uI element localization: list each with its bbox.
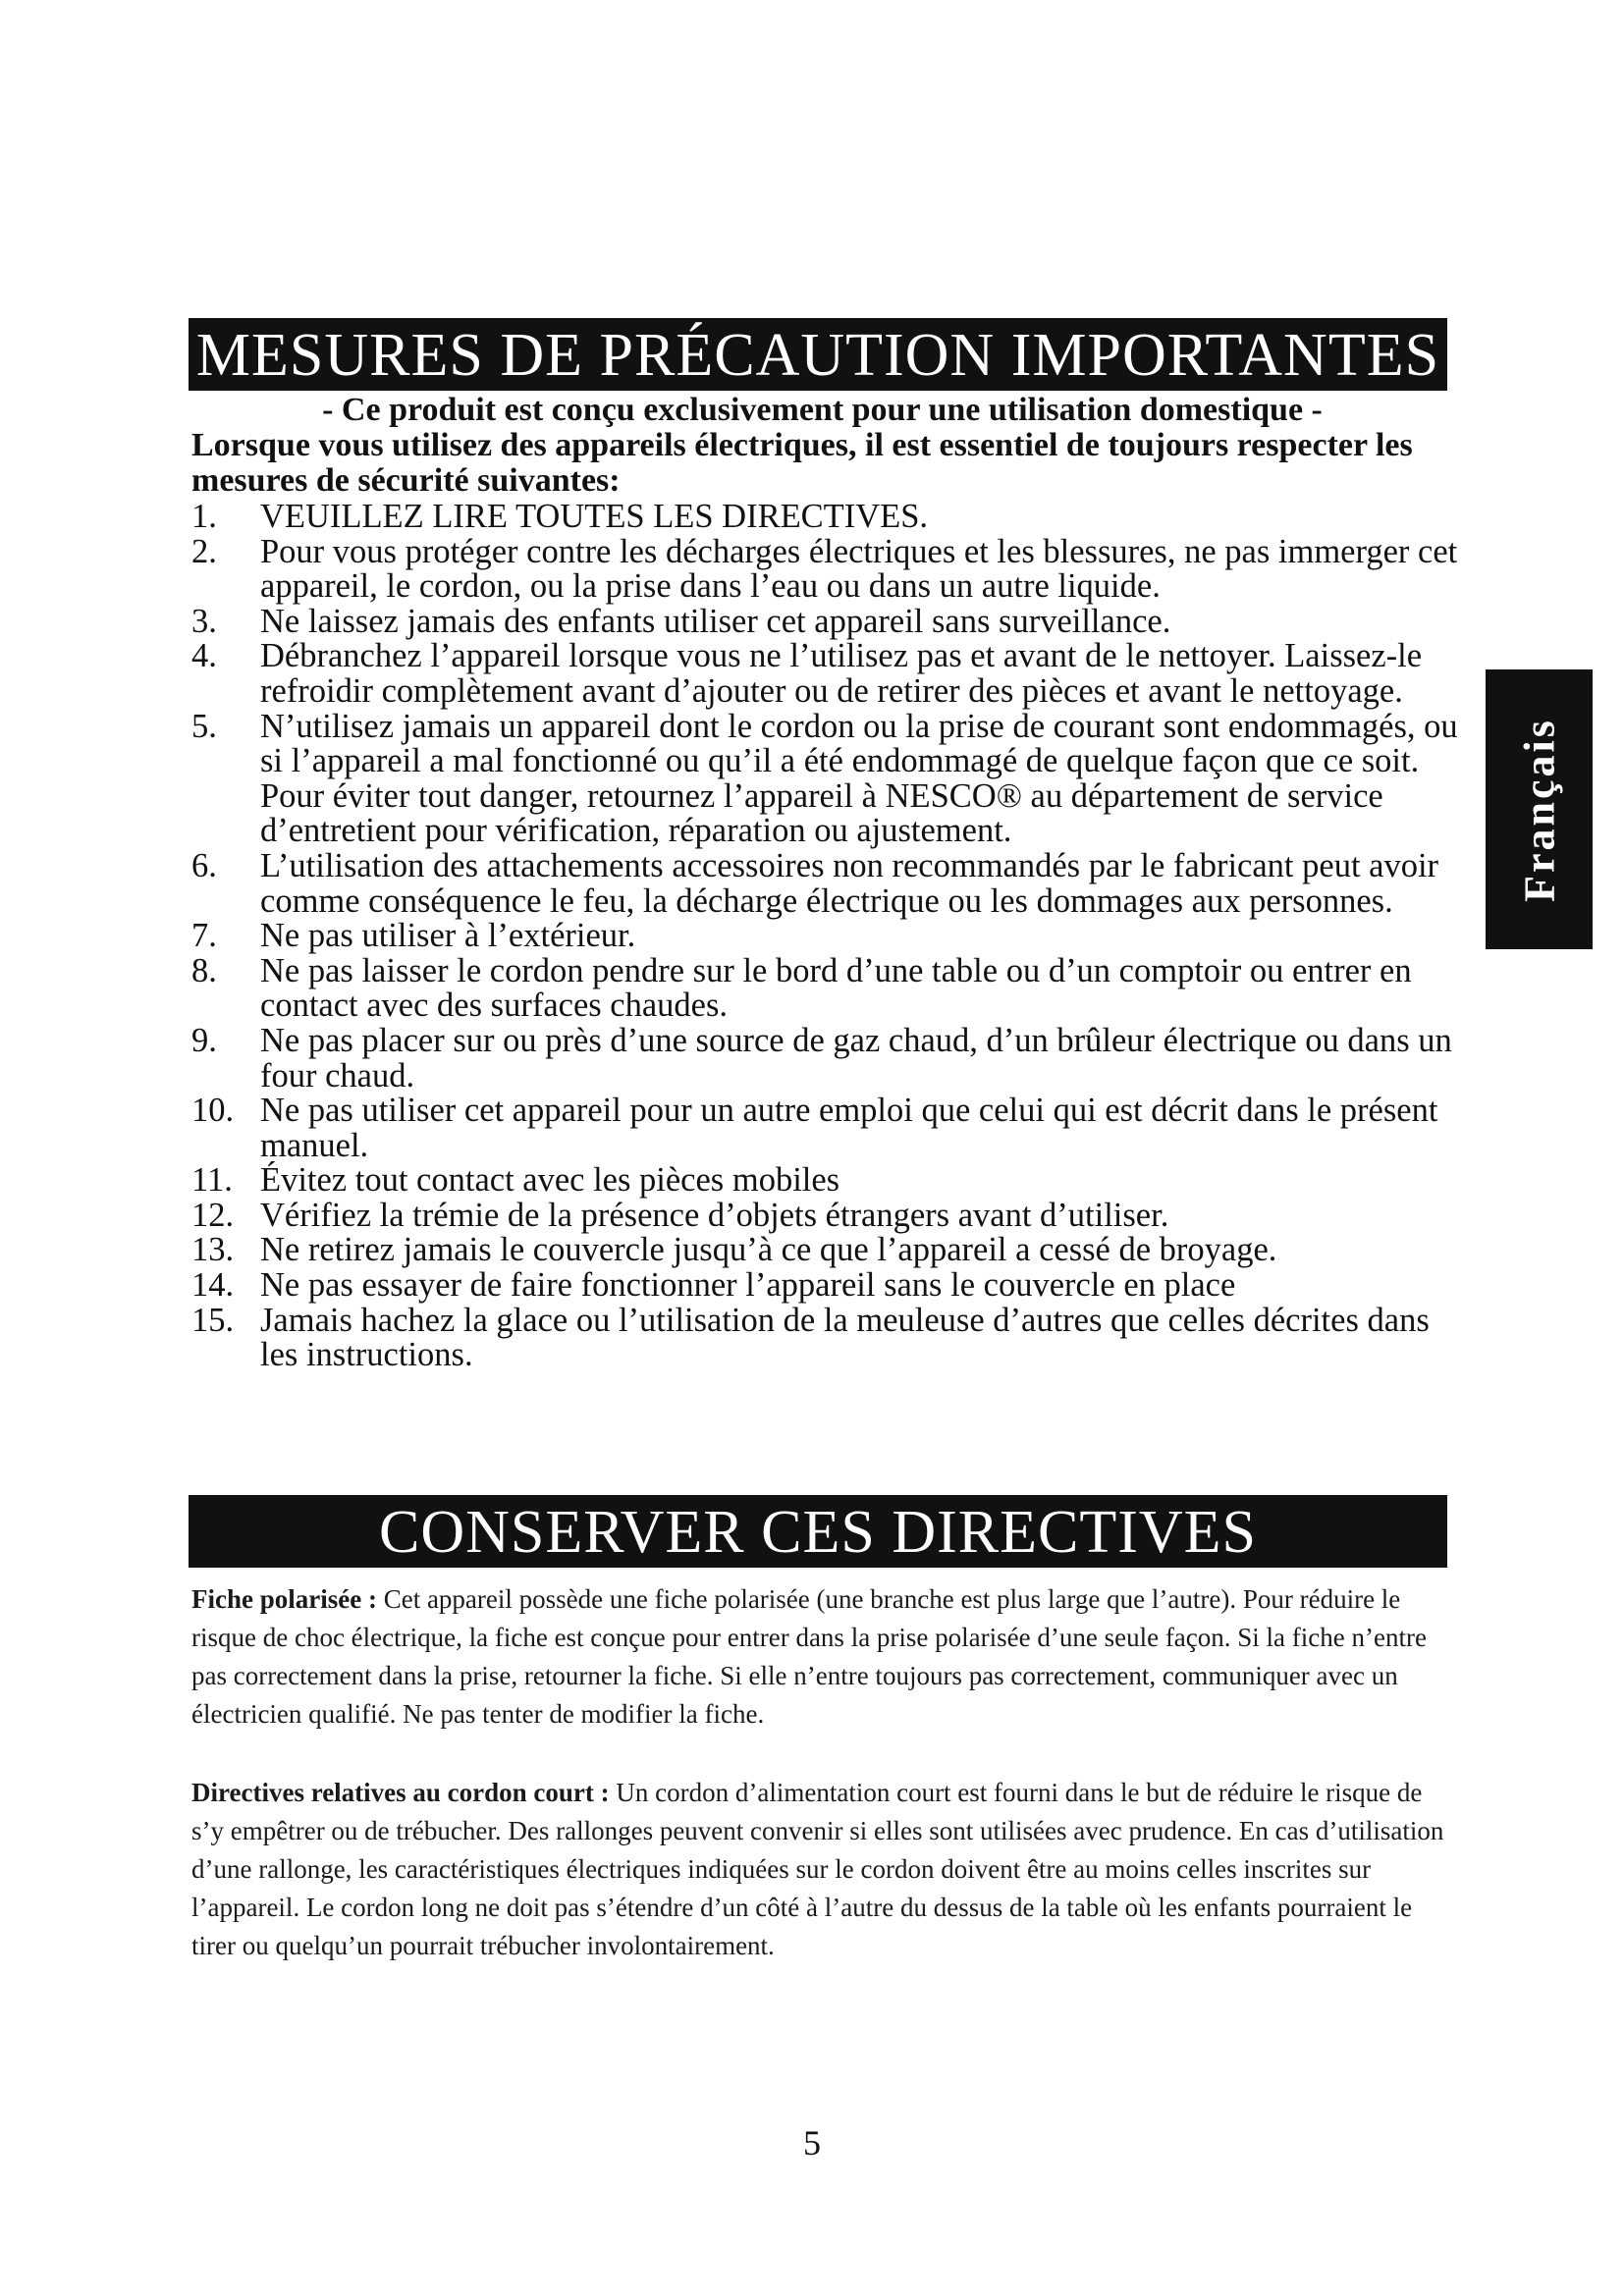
instruction-item (191, 707, 1468, 850)
instruction-text: Jamais hachez la glace ou l’utilisation de la meuleuse d’autres que celles décrites dans les instructions. (260, 1301, 1430, 1374)
intro-line-1: - Ce produit est conçu exclusivement pour une utilisation domestique - (322, 392, 1323, 428)
instruction-item (191, 500, 1468, 535)
instruction-item (191, 1094, 1468, 1163)
short-cord-paragraph (191, 1774, 1458, 1965)
polarized-plug-label: Fiche polarisée : (191, 1584, 377, 1614)
instruction-number: 4. (191, 637, 217, 675)
instruction-text: L’utilisation des attachements accessoires non recommandés par le fabricant peut avoir comme conséquence le feu, la décharge électrique ou les dommages aux personnes. (260, 846, 1439, 920)
instruction-number: 15. (191, 1301, 235, 1339)
instruction-number: 11. (191, 1161, 233, 1200)
instruction-text: Ne pas laisser le cordon pendre sur le bord d’une table ou d’un comptoir ou entrer en contact avec des surfaces chaudes. (260, 951, 1412, 1025)
instruction-number: 5. (191, 707, 217, 745)
instruction-text: Ne pas utiliser à l’extérieur. (260, 917, 636, 955)
instruction-item (191, 1196, 1468, 1234)
instruction-text: Ne retirez jamais le couvercle jusqu’à ce que l’appareil a cessé de broyage. (260, 1231, 1277, 1269)
precautions-heading: MESURES DE PRÉCAUTION IMPORTANTES (189, 318, 1447, 391)
instruction-number: 9. (191, 1021, 217, 1059)
instruction-item (191, 602, 1468, 640)
instruction-number: 3. (191, 602, 217, 640)
polarized-plug-paragraph (191, 1580, 1458, 1734)
instruction-text: Ne pas essayer de faire fonctionner l’appareil sans le couvercle en place (260, 1266, 1236, 1305)
instruction-text: Ne pas placer sur ou près d’une source de gaz chaud, d’un brûleur électrique ou dans un four chaud. (260, 1021, 1452, 1095)
instruction-text: Débranchez l’appareil lorsque vous ne l’utilisez pas et avant de le nettoyer. Laissez-le refroidir complètement avant d’ajouter ou de retirer des pièces et avant le nettoyage. (260, 637, 1423, 710)
language-tab-label: Français (1515, 717, 1563, 902)
language-tab (1486, 669, 1593, 949)
intro-line-2: Lorsque vous utilisez des appareils électriques, il est essentiel de toujours respecter les mesures de sécurité suivantes: (191, 427, 1413, 499)
instruction-item (191, 951, 1468, 1025)
instruction-number: 2. (191, 532, 217, 570)
instruction-number: 13. (191, 1231, 235, 1269)
instruction-item (191, 1301, 1468, 1374)
instruction-text: N’utilisez jamais un appareil dont le cordon ou la prise de courant sont endommagés, ou si l’appareil a mal fonctionné ou qu’il a été endommagé de quelque façon que ce soit. Pour éviter tout danger, retournez l’appareil à NESCO® au département de service d’entretient pour vérification, réparation ou ajustement. (260, 707, 1458, 850)
instruction-number: 7. (191, 917, 217, 955)
short-cord-text: Un cordon d’alimentation court est fourni dans le but de réduire le risque de s’y empêtrer ou de trébucher. Des rallonges peuvent convenir si elles sont utilisées avec prudence. En cas d’utilisation d’une rallonge, les caractéristiques électriques indiquées sur le cordon doivent être au moins celles inscrites sur l’appareil. Le cordon long ne doit pas s’étendre d’un côté à l’autre du dessus de la table où les enfants pourraient le tirer ou quelqu’un pourrait trébucher involontairement. (191, 1778, 1444, 1960)
instruction-number: 1. (191, 498, 217, 535)
instruction-item (191, 846, 1468, 920)
save-instructions-heading: CONSERVER CES DIRECTIVES (189, 1495, 1447, 1568)
instruction-item (191, 1268, 1468, 1304)
instruction-number: 8. (191, 951, 217, 989)
instruction-number: 6. (191, 846, 217, 884)
instruction-number: 10. (191, 1092, 235, 1130)
short-cord-label: Directives relatives au cordon court : (191, 1778, 610, 1807)
instruction-text: Évitez tout contact avec les pièces mobiles (260, 1161, 840, 1200)
instruction-text: VEUILLEZ LIRE TOUTES LES DIRECTIVES. (260, 498, 929, 535)
page-number: 5 (803, 2123, 821, 2163)
instruction-text: Vérifiez la trémie de la présence d’objets étrangers avant d’utiliser. (260, 1196, 1169, 1234)
polarized-plug-text: Cet appareil possède une fiche polarisée (une branche est plus large que l’autre). Pour réduire le risque de choc électrique, la fiche est conçue pour entrer dans la prise polarisée d’une seule façon. Si la fiche n’entre pas correctement dans la prise, retourner la fiche. Si elle n’entre toujours pas correctement, communiquer avec un électricien qualifié. Ne pas tenter de modifier la fiche. (191, 1584, 1427, 1729)
instruction-text: Pour vous protéger contre les décharges électriques et les blessures, ne pas immerger cet appareil, le cordon, ou la prise dans l’eau ou dans un autre liquide. (260, 532, 1458, 606)
instruction-item (191, 532, 1468, 606)
intro-statement (191, 393, 1458, 499)
instruction-number: 12. (191, 1196, 235, 1234)
instruction-text: Ne pas utiliser cet appareil pour un autre emploi que celui qui est décrit dans le présent manuel. (260, 1092, 1438, 1164)
safety-instructions-list (191, 500, 1468, 1373)
instruction-item (191, 1163, 1468, 1199)
instruction-item (191, 1021, 1468, 1095)
instruction-item (191, 919, 1468, 954)
instruction-text: Ne laissez jamais des enfants utiliser cet appareil sans surveillance. (260, 602, 1171, 640)
instruction-number: 14. (191, 1266, 235, 1305)
instruction-item (191, 1233, 1468, 1268)
instruction-item (191, 639, 1468, 709)
